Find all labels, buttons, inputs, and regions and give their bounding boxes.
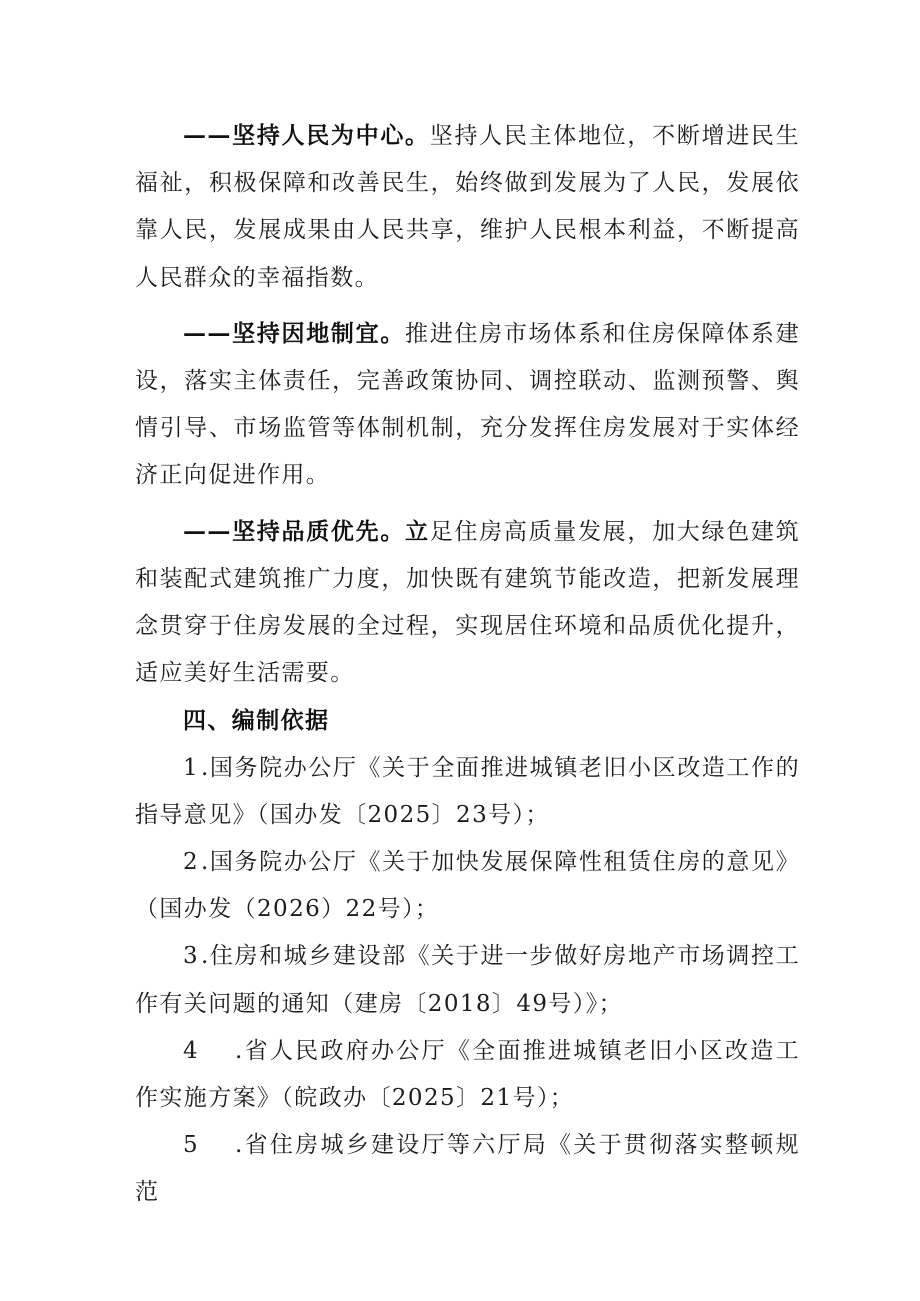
document-body [135, 112, 800, 1217]
basis-item-text: .国务院办公厅《关于加快发展保障性租赁住房的意见》（国办发（2026）22号）； [135, 849, 800, 923]
principle-text: 推进住房市场体系和住房保障体系建设，落实主体责任，完善政策协同、调控联动、监测预警、舆情引导、市场监管等体制机制，充分发挥住房发展对于实体经济正向促进作用。 [135, 320, 800, 489]
basis-item-number: 2 [183, 849, 200, 876]
basis-item [135, 933, 800, 1027]
section-heading: 四、编制依据 [183, 707, 330, 735]
principle-paragraph [135, 112, 800, 302]
principle-paragraph [135, 508, 800, 698]
principle-text: 坚持人民主体地位，不断增进民生福祉，积极保障和改善民生，始终做到发展为了人民，发展依靠人民，发展成果由人民共享，维护人民根本利益，不断提高人民群众的幸福指数。 [135, 123, 801, 291]
basis-item-number: 5 [183, 1132, 200, 1159]
principle-lead: ——坚持人民为中心。 [183, 122, 430, 149]
principle-paragraph [135, 310, 800, 500]
basis-item-number: 4 [183, 1037, 200, 1064]
basis-item-number: 1 [183, 754, 200, 781]
basis-item [135, 745, 800, 839]
basis-item-text: .省人民政府办公厅《全面推进城镇老旧小区改造工作实施方案》（皖政办〔2025〕21号）； [135, 1037, 800, 1112]
basis-item [135, 1122, 800, 1216]
basis-item [135, 839, 800, 933]
basis-item-text: .住房和城乡建设部《关于进一步做好房地产市场调控工作有关问题的通知（建房〔2018〕49号）》； [135, 943, 800, 1017]
principle-lead: ——坚持品质优先。立 [183, 517, 430, 545]
principle-text: 足住房高质量发展，加大绿色建筑和装配式建筑推广力度，加快既有建筑节能改造，把新发展理念贯穿于住房发展的全过程，实现居住环境和品质优化提升，适应美好生活需要。 [135, 518, 801, 687]
basis-item-text: .国务院办公厅《关于全面推进城镇老旧小区改造工作的指导意见》（国办发〔2025〕23号）； [135, 754, 800, 828]
basis-item [135, 1028, 800, 1122]
principle-lead: ——坚持因地制宜。 [183, 319, 406, 347]
basis-item-text: .省住房城乡建设厅等六厅局《关于贯彻落实整顿规范 [135, 1132, 800, 1206]
basis-item-number: 3 [183, 943, 200, 970]
